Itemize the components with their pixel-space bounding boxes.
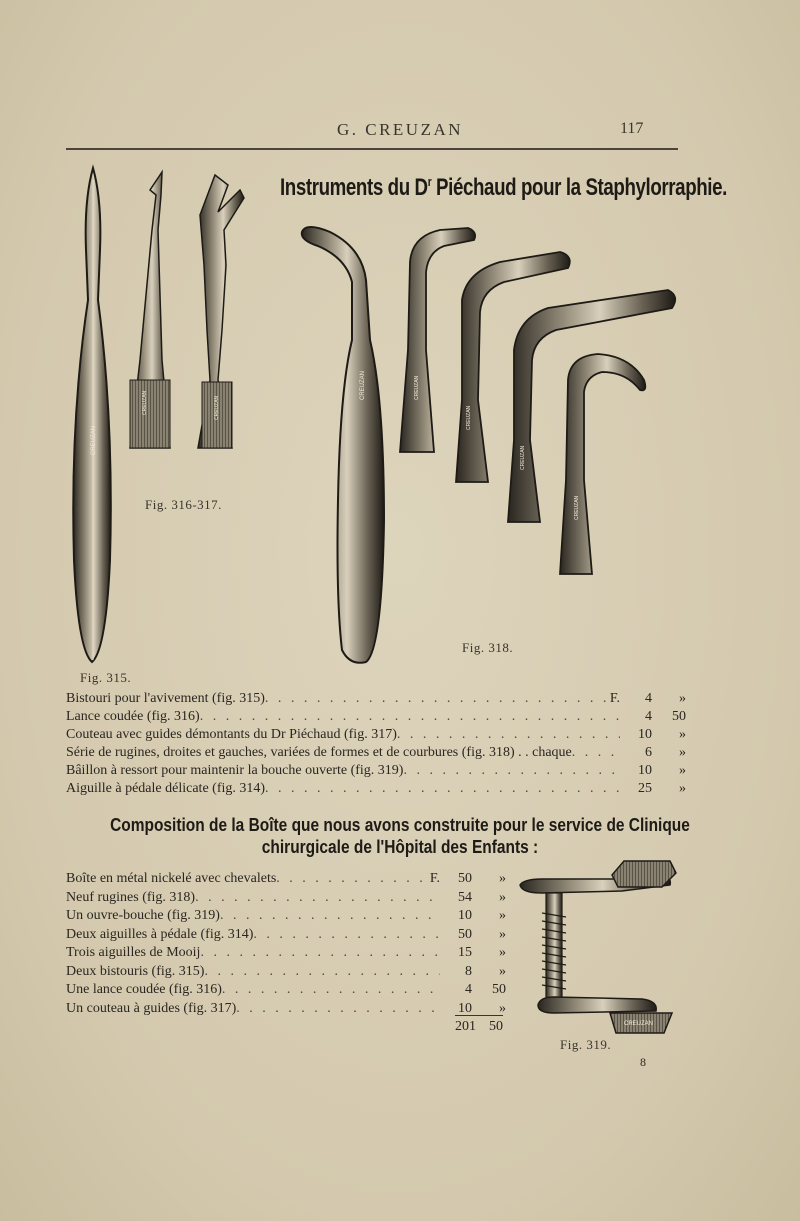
list-item [66, 690, 686, 708]
list-item [66, 708, 686, 726]
item-price [444, 926, 506, 945]
leader-dots [220, 907, 440, 926]
price-francs: 10 [638, 727, 652, 742]
item-label: Bistouri pour l'avivement (fig. 315) [66, 691, 265, 706]
item-label: Une lance coudée (fig. 316) [66, 982, 222, 997]
item-price [444, 907, 506, 926]
price-cents: » [499, 908, 506, 923]
fig315-scalpel [73, 168, 111, 662]
running-title: G. CREUZAN [336, 120, 464, 139]
item-label: Trois aiguilles de Mooij [66, 945, 201, 960]
price-francs: 50 [458, 926, 472, 942]
item-price [624, 708, 686, 726]
fig316-317-caption: Fig. 316-317. [145, 497, 222, 512]
fig315-caption: Fig. 315. [80, 670, 132, 685]
item-price [444, 944, 506, 963]
item-price [444, 963, 506, 982]
leader-dots [200, 944, 440, 963]
price-cents: » [679, 745, 686, 760]
price-francs: 10 [638, 763, 652, 778]
svg-text:CREUZAN: CREUZAN [142, 390, 148, 415]
price-cents: » [499, 945, 506, 960]
item-label: Série de rugines, droites et gauches, variées de formes et de courbures (fig. 318) . . chaque [66, 745, 572, 760]
leader-dots [403, 762, 620, 780]
svg-text:CREUZAN: CREUZAN [624, 1021, 654, 1027]
svg-text:CREUZAN: CREUZAN [520, 445, 526, 470]
price-francs: 25 [638, 781, 652, 796]
fig319-caption: Fig. 319. [560, 1037, 612, 1052]
price-francs: 4 [465, 982, 472, 997]
price-cents: 50 [672, 709, 686, 724]
item-price [444, 870, 506, 889]
leader-dots [265, 690, 610, 708]
list-item [66, 907, 506, 926]
leader-dots [276, 870, 430, 889]
price-francs: 6 [645, 745, 652, 760]
price-cents: 50 [492, 982, 506, 997]
item-price [444, 981, 506, 1000]
list-item [66, 926, 506, 945]
item-label: Deux bistouris (fig. 315) [66, 963, 205, 979]
item-label: Couteau avec guides démontants du Dr Piéchaud (fig. 317) [66, 727, 397, 742]
list-item [66, 889, 506, 908]
svg-text:CREUZAN: CREUZAN [214, 395, 220, 420]
leader-dots [222, 981, 440, 1000]
item-price [624, 690, 686, 708]
list-item [66, 744, 686, 762]
price-cents: » [499, 871, 506, 886]
item-price [444, 889, 506, 908]
price-cents: » [499, 889, 506, 905]
page-number: 117 [620, 120, 644, 137]
price-cents: » [499, 926, 506, 942]
price-cents: » [679, 691, 686, 706]
item-price [624, 762, 686, 780]
leader-dots [204, 963, 440, 982]
list-item [66, 963, 506, 982]
item-label: Un couteau à guides (fig. 317) [66, 1000, 237, 1016]
price-cents: » [679, 763, 686, 778]
signature-mark: 8 [640, 1055, 646, 1069]
composition-list [66, 870, 506, 1018]
price-cents: » [499, 963, 506, 979]
fig317-couteau [198, 175, 244, 448]
header-rule [66, 148, 678, 150]
item-price [624, 726, 686, 744]
item-price [624, 744, 686, 762]
price-list [66, 690, 686, 798]
svg-text:CREUZAN: CREUZAN [360, 370, 366, 400]
fig319-mouth-gag [512, 855, 682, 1040]
item-label: Boîte en métal nickelé avec chevalets [66, 871, 277, 886]
item-label: Aiguille à pédale délicate (fig. 314) [66, 781, 266, 796]
price-francs: 10 [458, 908, 472, 923]
item-unit: F. [429, 871, 440, 886]
svg-text:CREUZAN: CREUZAN [414, 375, 420, 400]
price-francs: 4 [645, 709, 652, 724]
list-item [66, 944, 506, 963]
list-item [66, 1000, 506, 1019]
price-cents: » [499, 1000, 506, 1016]
item-label: Neuf rugines (fig. 318) [66, 889, 196, 905]
fig318-caption: Fig. 318. [462, 640, 514, 655]
svg-text:CREUZAN: CREUZAN [574, 495, 580, 520]
leader-dots [236, 1000, 440, 1019]
list-item [66, 726, 686, 744]
leader-dots [200, 708, 620, 726]
total-rule [455, 1015, 503, 1016]
composition-title: Composition de la Boîte que nous avons construite pour le service de Clinique chirurgicale de l'Hôpital des Enfants : [110, 815, 690, 857]
section-title: Instruments du $D^r$ Piéchaud pour la Staphylorraphie. [280, 174, 727, 201]
list-item [66, 780, 686, 798]
price-francs: 54 [458, 889, 472, 905]
price-francs: 15 [458, 945, 472, 960]
price-francs: 8 [465, 963, 472, 979]
item-label: Lance coudée (fig. 316) [66, 709, 200, 724]
list-item [66, 870, 506, 889]
price-francs: 10 [458, 1000, 472, 1016]
price-francs: 50 [458, 871, 472, 886]
svg-text:CREUZAN: CREUZAN [466, 405, 472, 430]
item-label: Deux aiguilles à pédale (fig. 314) [66, 926, 254, 942]
fig318-rugines [302, 227, 675, 663]
list-item [66, 981, 506, 1000]
leader-dots [572, 744, 620, 762]
price-cents: » [679, 781, 686, 796]
item-unit: F. [609, 691, 620, 706]
item-label: Un ouvre-bouche (fig. 319) [66, 908, 220, 923]
leader-dots [397, 726, 620, 744]
list-item [66, 762, 686, 780]
leader-dots [265, 780, 620, 798]
leader-dots [195, 889, 440, 908]
price-cents: » [679, 727, 686, 742]
price-francs: 4 [645, 691, 652, 706]
item-label: Bâillon à ressort pour maintenir la bouche ouverte (fig. 319) [66, 763, 404, 778]
item-price [624, 780, 686, 798]
composition-total: 201 50 [455, 1019, 503, 1034]
leader-dots [253, 926, 440, 945]
instrument-illustrations [0, 160, 800, 680]
svg-text:CREUZAN: CREUZAN [91, 425, 97, 455]
fig316-lance [130, 172, 170, 448]
